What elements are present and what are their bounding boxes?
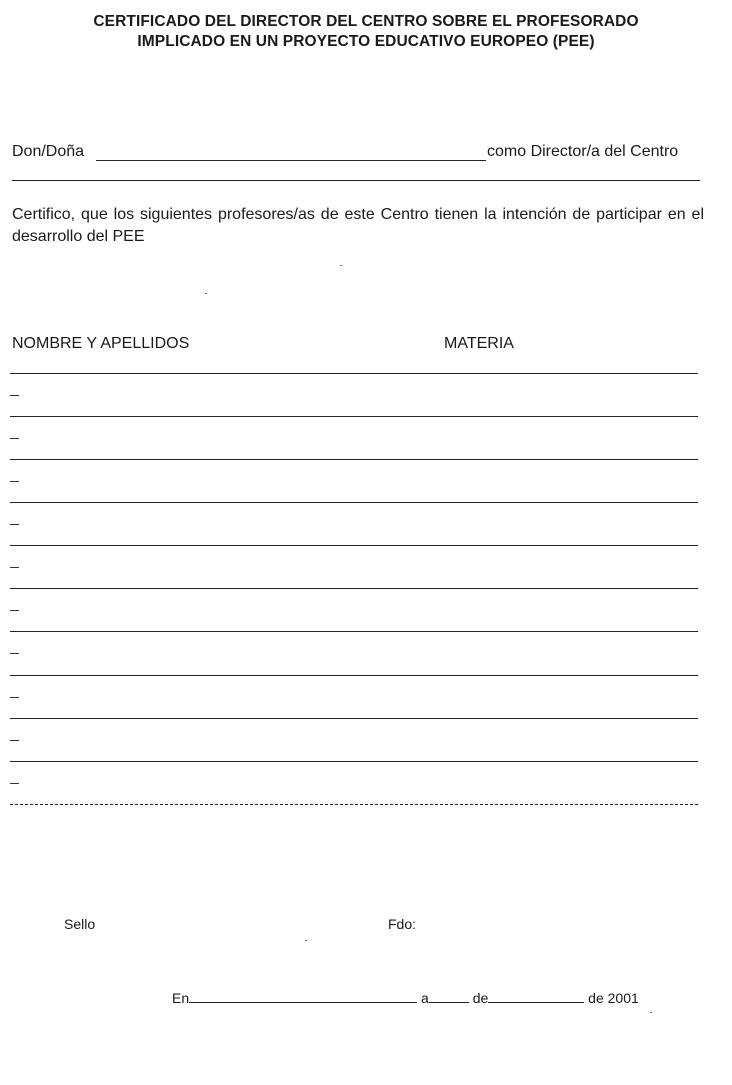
- day-field[interactable]: [429, 988, 469, 1003]
- scan-speck: [305, 940, 307, 941]
- director-label: Don/Doña: [12, 143, 85, 160]
- place-prefix: En: [172, 990, 190, 1006]
- document-title-line-1: CERTIFICADO DEL DIRECTOR DEL CENTRO SOBRE EL PROFESORADO: [93, 13, 639, 30]
- signature-label: Fdo:: [388, 916, 417, 932]
- row-dash: [10, 395, 19, 396]
- column-header-name: NOMBRE Y APELLIDOS: [12, 335, 190, 352]
- certification-paragraph: Certifico, que los siguientes profesores/as de este Centro tienen la intención de participar en el desarrollo del PEE: [12, 206, 704, 245]
- table-row-line[interactable]: [10, 718, 698, 719]
- month-prefix: de: [472, 990, 489, 1006]
- month-field[interactable]: [488, 988, 584, 1003]
- day-prefix: a: [421, 990, 429, 1006]
- table-row-line[interactable]: [10, 675, 698, 676]
- table-row-line[interactable]: [10, 631, 698, 632]
- row-dash: [10, 567, 19, 568]
- row-dash: [10, 524, 19, 525]
- year-suffix: de 2001: [588, 990, 639, 1006]
- scan-speck: [205, 293, 207, 294]
- scan-speck: [650, 1012, 652, 1013]
- table-row-line[interactable]: [10, 459, 698, 460]
- director-name-field[interactable]: [96, 160, 486, 161]
- table-row-line[interactable]: [10, 588, 698, 589]
- director-role-text: como Director/a del Centro: [487, 143, 679, 160]
- place-field[interactable]: [189, 988, 417, 1003]
- table-row-line[interactable]: [10, 416, 698, 417]
- row-dash: [10, 438, 19, 439]
- document-title-line-2: IMPLICADO EN UN PROYECTO EDUCATIVO EUROPEO (PEE): [137, 33, 595, 50]
- row-dash: [10, 783, 19, 784]
- row-dash: [10, 610, 19, 611]
- table-row-line[interactable]: [10, 804, 698, 805]
- table-row-line[interactable]: [10, 545, 698, 546]
- table-row-line[interactable]: [10, 502, 698, 503]
- date-line: [172, 988, 639, 1007]
- seal-label: Sello: [64, 916, 96, 932]
- scan-speck: [340, 265, 342, 266]
- row-dash: [10, 697, 19, 698]
- row-dash: [10, 653, 19, 654]
- table-row-line[interactable]: [10, 761, 698, 762]
- column-header-subject: MATERIA: [444, 335, 514, 352]
- row-dash: [10, 481, 19, 482]
- row-dash: [10, 740, 19, 741]
- center-name-field[interactable]: [12, 180, 700, 181]
- table-row-line[interactable]: [10, 373, 698, 374]
